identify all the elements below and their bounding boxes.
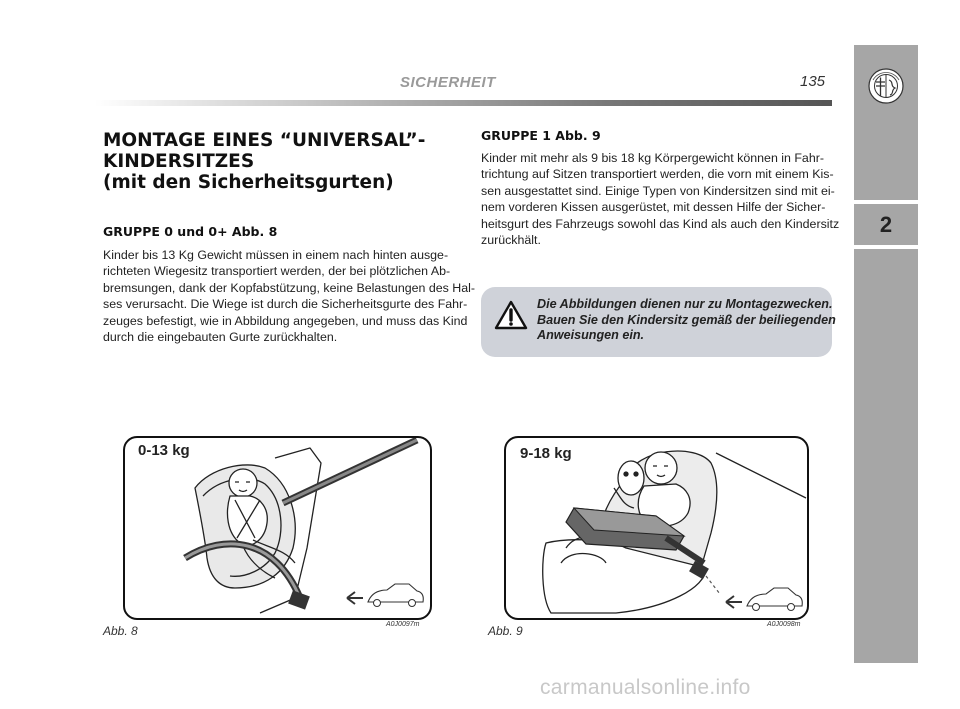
heading-line: MONTAGE EINES “UNIVERSAL”-	[103, 130, 426, 151]
heading-line: KINDERSITZES	[103, 151, 255, 172]
tab-divider	[854, 245, 918, 249]
text-line: ses verursacht. Die Wiege ist durch die Sicherheitsgurte des Fahr-	[103, 297, 468, 312]
figure-code: A0J0097m	[386, 621, 420, 628]
text-line: zurückhält.	[481, 233, 541, 248]
text-line: durch die eingebauten Gurte zurückhalten.	[103, 330, 338, 345]
figure-caption: Abb. 8	[103, 624, 138, 638]
header-rule	[95, 100, 832, 106]
text-line: trichtung auf Sitzen transportiert werden, die vorn mit einem Kis-	[481, 167, 834, 182]
watermark: carmanualsonline.info	[540, 676, 751, 699]
main-heading	[103, 130, 463, 193]
chapter-number: 2	[879, 212, 893, 237]
section-title: SICHERHEIT	[400, 74, 496, 91]
toddler-seat-illustration	[506, 438, 807, 618]
figure-abb-9	[504, 436, 809, 620]
text-line: sen ausgestattet sind. Einige Typen von Kindersitzen sind mit ei-	[481, 183, 835, 198]
weight-label: 9-18 kg	[520, 445, 572, 462]
text-line: richteten Wiegesitz transportiert werden, der bei plötzlichen Ab-	[103, 264, 451, 279]
weight-label: 0-13 kg	[138, 442, 190, 459]
brand-logo-icon	[868, 68, 904, 109]
warning-triangle-icon	[494, 300, 528, 335]
figure-caption: Abb. 9	[488, 624, 523, 638]
text-line: Kinder mit mehr als 9 bis 18 kg Körpergewicht können in Fahr-	[481, 151, 824, 165]
group-0-subheading: GRUPPE 0 und 0+ Abb. 8	[103, 224, 278, 239]
text-line: zeuges befestigt, wie in Abbildung angegeben, und muss das Kind	[103, 313, 468, 328]
text-line: nem vorderen Kissen ausgerüstet, mit dessen Hilfe der Sicher-	[481, 200, 826, 215]
text-line: Kinder bis 13 Kg Gewicht müssen in einem nach hinten ausge-	[103, 248, 449, 262]
chapter-side-tab	[854, 45, 918, 663]
text-line: heitsgurt des Fahrzeugs sowohl das Kind als auch den Kindersitz	[481, 216, 840, 231]
figure-code: A0J0098m	[767, 621, 801, 628]
heading-line: (mit den Sicherheitsgurten)	[103, 172, 394, 193]
infant-seat-illustration	[125, 438, 430, 618]
text-line: Anweisungen ein.	[537, 328, 645, 342]
warning-text	[537, 297, 836, 344]
text-line: bremsungen, dank der Kopfabstützung, keine Belastungen des Hal-	[103, 280, 475, 295]
page-number: 135	[800, 73, 826, 90]
tab-divider	[854, 200, 918, 204]
group-1-subheading: GRUPPE 1 Abb. 9	[481, 128, 601, 143]
figure-abb-8	[123, 436, 432, 620]
text-line: Die Abbildungen dienen nur zu Montagezwecken.	[537, 297, 833, 311]
text-line: Bauen Sie den Kindersitz gemäß der beiliegenden	[537, 312, 836, 327]
group-1-paragraph	[481, 150, 840, 248]
group-0-paragraph	[103, 247, 475, 345]
